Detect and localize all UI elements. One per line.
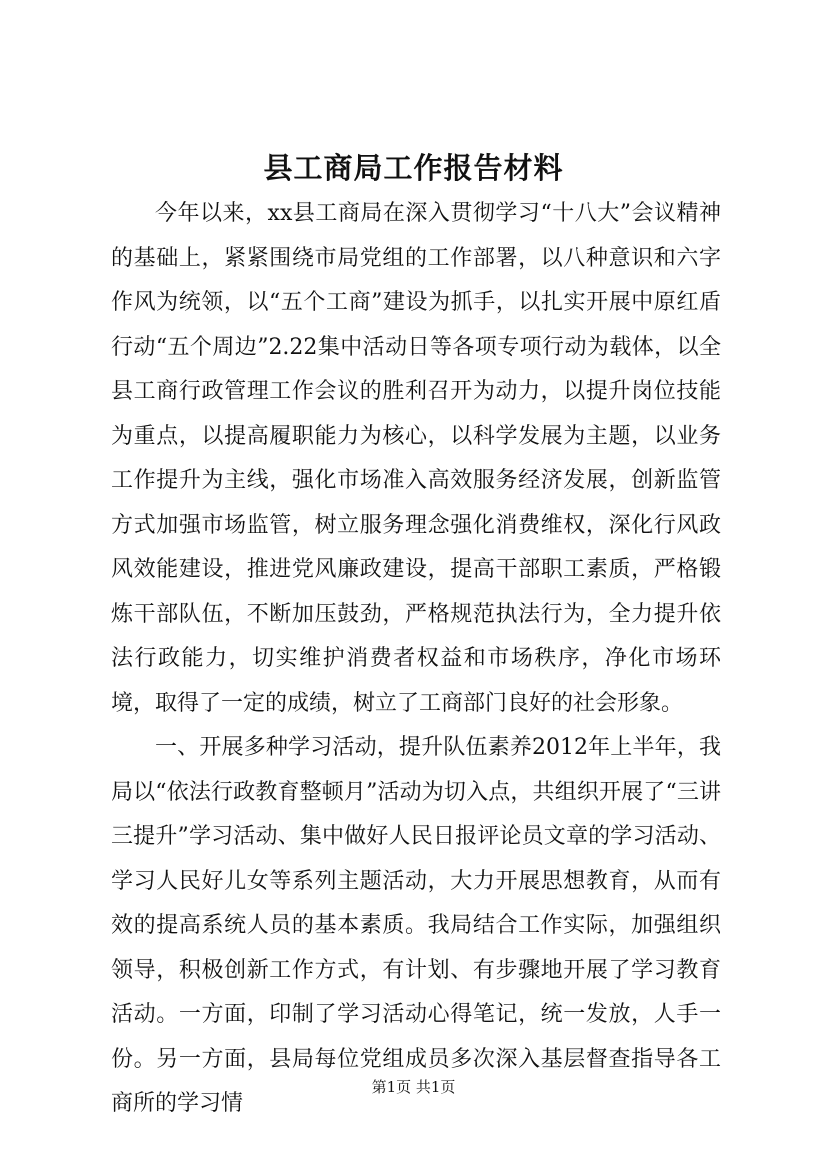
paragraph-section-one: 一、开展多种学习活动，提升队伍素养2012年上半年，我局以“依法行政教育整顿月”活动为切入点，共组织开展了“三讲三提升”学习活动、集中做好人民日报评论员文章的学习活动、学习人民好儿女等系列主题活动，大力开展思想教育，从而有效的提高系统人员的基本素质。我局结合工作实际，加强组织领导，积极创新工作方式，有计划、有步骤地开展了学习教育活动。一方面，印制了学习活动心得笔记，统一发放，人手一份。另一方面，县局每位党组成员多次深入基层督查指导各工商所的学习情 [111, 735, 721, 1116]
document-body [111, 192, 721, 1127]
document-title: 县工商局工作报告材料 [263, 151, 564, 185]
paragraph-intro: 今年以来，xx县工商局在深入贯彻学习“十八大”会议精神的基础上，紧紧围绕市局党组的工作部署，以八种意识和六字作风为统领，以“五个工商”建设为抓手，以扎实开展中原红盾行动“五个周边”2.22集中活动日等各项专项行动为载体，以全县工商行政管理工作会议的胜利召开为动力，以提升岗位技能为重点，以提高履职能力为核心，以科学发展为主题，以业务工作提升为主线，强化市场准入高效服务经济发展，创新监管方式加强市场监管，树立服务理念强化消费维权，深化行风政风效能建设，推进党风廉政建设，提高干部职工素质，严格锻炼干部队伍，不断加压鼓劲，严格规范执法行为，全力提升依法行政能力，切实维护消费者权益和市场秩序，净化市场环境，取得了一定的成绩，树立了工商部门良好的社会形象。 [111, 201, 721, 716]
page-footer: 第1页 共1页 [371, 1078, 456, 1096]
